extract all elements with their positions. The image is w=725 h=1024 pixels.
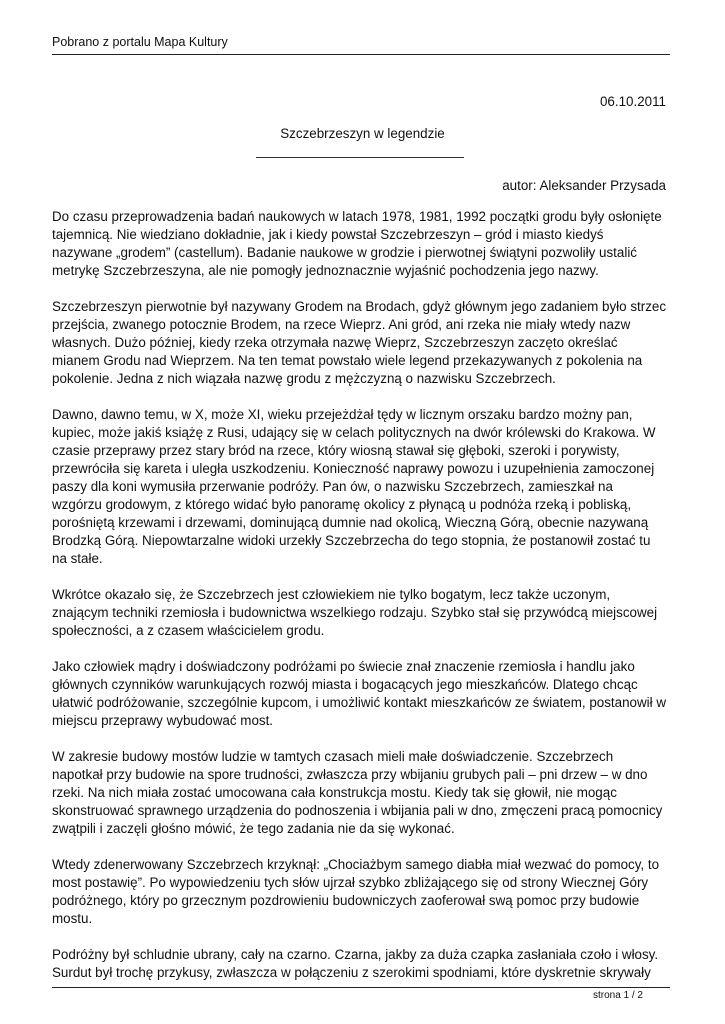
text-line: pokolenie. Jedna z nich wiązała nazwę grodu z mężczyzną o nazwisku Szczebrzech. bbox=[52, 371, 556, 386]
paragraph bbox=[52, 208, 670, 280]
text-line: Do czasu przeprowadzenia badań naukowych w latach 1978, 1981, 1992 początki grodu były osłonięte bbox=[52, 209, 662, 224]
text-line: W zakresie budowy mostów ludzie w tamtych czasach mieli małe doświadczenie. Szczebrzech bbox=[52, 749, 614, 764]
text-line: tajemnicą. Nie wiedziano dokładnie, jak i kiedy powstał Szczebrzeszyn – gród i miasto kiedyś bbox=[52, 227, 604, 242]
text-line: mostu. bbox=[52, 911, 93, 926]
text-line: ułatwić podróżowanie, szczególnie kupcom, i umożliwić kontakt mieszkańców ze światem, postanowił w bbox=[52, 695, 666, 710]
text-line: na stałe. bbox=[52, 551, 103, 566]
text-line: Wkrótce okazało się, że Szczebrzech jest człowiekiem nie tylko bogatym, lecz także uczonym, bbox=[52, 587, 611, 602]
paragraph bbox=[52, 406, 670, 568]
text-line: skonstruować sprawnego urządzenia do podnoszenia i wbijania pali w dno, zmęczeni pracą pomocnicy bbox=[52, 803, 663, 818]
text-line: miejscu przeprawy wybudować most. bbox=[52, 713, 274, 728]
paragraph bbox=[52, 946, 670, 982]
document-title: Szczebrzeszyn w legendzie bbox=[280, 126, 445, 141]
footer-divider bbox=[52, 987, 670, 988]
document-date: 06.10.2011 bbox=[599, 94, 666, 109]
paragraph bbox=[52, 298, 670, 388]
text-line: wzgórzu grodowym, z którego widać było panoramę okolicy z płynącą u podnóża rzeką i pobliską, bbox=[52, 497, 632, 512]
text-line: głównych czynników warunkujących rozwój miasta i bogacących jego mieszkańców. Dlatego chcąc bbox=[52, 677, 638, 692]
text-line: nazywane „grodem” (castellum). Badanie naukowe w grodzie i pierwotnej świątyni pozwoliły ustalić bbox=[52, 245, 637, 260]
text-line: mianem Grodu nad Wieprzem. Na ten temat powstało wiele legend przekazywanych z pokolenia na bbox=[52, 353, 643, 368]
text-line: Jako człowiek mądry i doświadczony podróżami po świecie znał znaczenie rzemiosła i handlu jako bbox=[52, 659, 635, 674]
text-line: most postawię”. Po wypowiedzeniu tych słów ujrzał szybko zbliżającego się od strony Wiecznej Góry bbox=[52, 875, 649, 890]
text-line: Szczebrzeszyn pierwotnie był nazywany Grodem na Brodach, gdyż głównym jego zadaniem było strzec bbox=[52, 299, 667, 314]
text-line: metrykę Szczebrzeszyna, ale nie pomogły jednoznacznie wyjaśnić pochodzenia jego nazwy. bbox=[52, 263, 599, 278]
portal-source-header: Pobrano z portalu Mapa Kultury bbox=[52, 35, 228, 49]
text-line: Brodzką Górą. Niepowtarzalne widoki urzekły Szczebrzecha do tego stopnia, że postanowił zostać tu bbox=[52, 533, 651, 548]
text-line: napotkał przy budowie na spore trudności, zwłaszcza przy wbijaniu grubych pali – pni drzew – w dno bbox=[52, 767, 648, 782]
text-line: znającym techniki rzemiosła i budownictwa wszelkiego rodzaju. Szybko stał się przywódcą miejscowej bbox=[52, 605, 658, 620]
text-line: kupiec, może jakiś książę z Rusi, udający się w celach politycznych na dwór królewski do Krakowa. W bbox=[52, 425, 656, 440]
paragraph bbox=[52, 748, 670, 838]
paragraph bbox=[52, 658, 670, 730]
text-line: paszy dla koni wymusiła przerwanie podróży. Pan ów, o nazwisku Szczebrzech, zamieszkał na bbox=[52, 479, 613, 494]
header-divider bbox=[52, 54, 670, 55]
text-line: Wtedy zdenerwowany Szczebrzech krzyknął: „Chociażbym samego diabła miał wezwać do pomocy, to bbox=[52, 857, 660, 872]
page-number: strona 1 / 2 bbox=[592, 990, 643, 1001]
text-line: Surdut był trochę przykusy, zwłaszcza w połączeniu z szerokimi spodniami, które dyskretnie skrywały bbox=[52, 965, 651, 980]
text-line: podróżnego, który po grzecznym pozdrowieniu budowniczych zaoferował swą pomoc przy budowie bbox=[52, 893, 640, 908]
article-body bbox=[52, 208, 670, 1000]
title-underline bbox=[256, 157, 464, 158]
paragraph bbox=[52, 856, 670, 928]
text-line: czasie przeprawy przez stary bród na rzece, który wiosną stawał się głęboki, szeroki i porywisty, bbox=[52, 443, 620, 458]
text-line: Dawno, dawno temu, w X, może XI, wieku przejeżdżał tędy w licznym orszaku bardzo możny pan, bbox=[52, 407, 633, 422]
paragraph bbox=[52, 586, 670, 640]
text-line: własnych. Dużo później, kiedy rzeka otrzymała nazwę Wieprz, Szczebrzeszyn zaczęto określać bbox=[52, 335, 618, 350]
text-line: przewróciła się kareta i uległa uszkodzeniu. Konieczność naprawy powozu i uzupełnienia zamoczonej bbox=[52, 461, 655, 476]
text-line: społeczności, a z czasem właścicielem grodu. bbox=[52, 623, 325, 638]
text-line: Podróżny był schludnie ubrany, cały na czarno. Czarna, jakby za duża czapka zasłaniała czoło i włosy. bbox=[52, 947, 659, 962]
text-line: przejścia, zwanego potocznie Brodem, na rzece Wieprz. Ani gród, ani rzeka nie miały wtedy nazw bbox=[52, 317, 631, 332]
text-line: zwątpili i zaczęli głośno mówić, że tego zadania nie da się wykonać. bbox=[52, 821, 455, 836]
text-line: rzeki. Na nich miała zostać umocowana cała konstrukcja mostu. Kiedy tak się głowił, nie mogąc bbox=[52, 785, 617, 800]
text-line: porośniętą krzewami i drzewami, dominującą dumnie nad okolicą, Wieczną Górą, obecnie nazywaną bbox=[52, 515, 649, 530]
document-author: autor: Aleksander Przysada bbox=[502, 178, 666, 193]
